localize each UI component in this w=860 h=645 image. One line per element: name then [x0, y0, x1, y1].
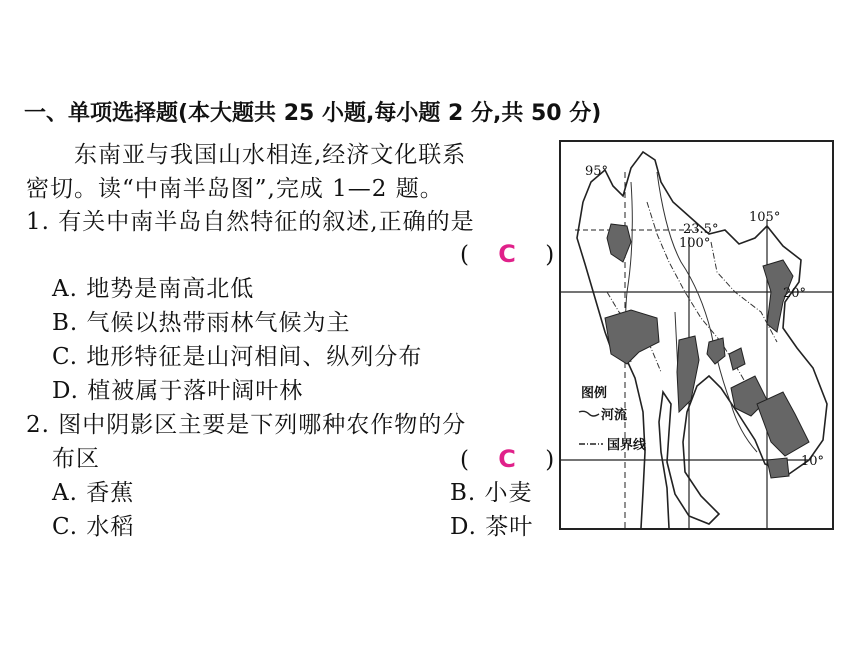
- question-1-answer: [460, 240, 555, 269]
- question-1-option-d: D. 植被属于落叶阔叶林: [52, 378, 304, 404]
- question-1-option-b: B. 气候以热带雨林气候为主: [52, 310, 351, 336]
- question-2-answer-letter: C: [498, 445, 517, 473]
- legend-river-label: 河流: [601, 408, 628, 423]
- label-23-5: 23.5°: [683, 222, 719, 237]
- question-2-stem-line-2: 布区: [52, 446, 100, 472]
- indochina-map: [559, 140, 834, 530]
- question-2-option-a: A. 香蕉: [52, 480, 135, 506]
- question-1-stem: 1. 有关中南半岛自然特征的叙述,正确的是: [26, 209, 475, 235]
- label-105: 105°: [749, 210, 781, 225]
- answer-open-paren: (: [460, 242, 470, 268]
- intro-line-1: 东南亚与我国山水相连,经济文化联系: [74, 142, 467, 168]
- label-100: 100°: [679, 236, 711, 251]
- legend-river-icon: [579, 411, 599, 416]
- answer-close-paren: ): [545, 447, 556, 473]
- answer-open-paren: (: [460, 447, 470, 473]
- answer-close-paren: ): [545, 242, 556, 268]
- question-2-option-c: C. 水稻: [52, 514, 135, 540]
- intro-line-2: 密切。读“中南半岛图”,完成 1—2 题。: [26, 176, 444, 202]
- section-heading: 一、单项选择题(本大题共 25 小题,每小题 2 分,共 50 分): [24, 101, 602, 126]
- question-1-option-c: C. 地形特征是山河相间、纵列分布: [52, 344, 423, 370]
- question-2-option-b: B. 小麦: [450, 480, 533, 506]
- label-20: 20°: [783, 286, 807, 301]
- map-drawing: [561, 142, 832, 528]
- question-1-option-a: A. 地势是南高北低: [52, 276, 255, 302]
- legend-border-label: 国界线: [607, 438, 647, 453]
- label-95: 95°: [585, 164, 609, 179]
- question-2-answer: [460, 445, 555, 474]
- label-10: 10°: [801, 454, 825, 469]
- question-2-option-d: D. 茶叶: [450, 514, 534, 540]
- legend-title: 图例: [581, 386, 608, 401]
- question-2-stem-line-1: 2. 图中阴影区主要是下列哪种农作物的分: [26, 412, 467, 438]
- question-1-answer-letter: C: [498, 240, 517, 268]
